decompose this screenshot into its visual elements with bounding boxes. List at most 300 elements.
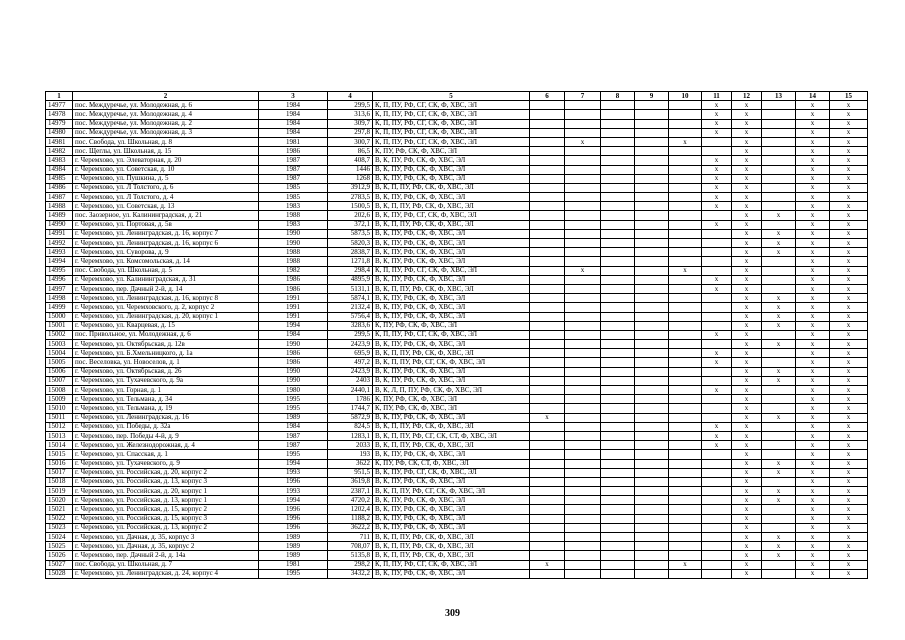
column-header-15: 15 [830, 92, 868, 101]
table-cell: 15006 [46, 367, 73, 376]
table-cell: х [796, 413, 830, 422]
table-cell: х [830, 487, 868, 496]
table-row [46, 542, 868, 551]
table-cell: х [796, 505, 830, 514]
table-cell [669, 367, 702, 376]
table-cell [530, 312, 565, 321]
table-cell: х [830, 441, 868, 450]
table-cell: 1994 [259, 459, 328, 468]
table-cell: 1202,4 [328, 505, 373, 514]
table-cell: 15020 [46, 496, 73, 505]
table-cell [669, 183, 702, 192]
table-cell: 1990 [259, 340, 328, 349]
table-cell [635, 183, 669, 192]
table-cell: х [702, 156, 732, 165]
table-cell [702, 560, 732, 569]
table-cell: В, К, ПУ, РФ, СК, Ф, ХВС, ЭЛ [373, 156, 530, 165]
table-cell: х [762, 229, 796, 238]
table-cell [530, 505, 565, 514]
table-cell: х [796, 450, 830, 459]
table-cell: х [530, 560, 565, 569]
table-cell: 1500,5 [328, 202, 373, 211]
table-cell: х [762, 211, 796, 220]
table-cell: 1984 [259, 110, 328, 119]
table-cell [530, 257, 565, 266]
table-cell [601, 404, 635, 413]
table-cell: 1982 [259, 266, 328, 275]
column-header-3: 3 [259, 92, 328, 101]
table-cell [565, 202, 601, 211]
table-cell [762, 156, 796, 165]
table-cell: х [830, 303, 868, 312]
table-cell [702, 468, 732, 477]
table-cell: х [830, 514, 868, 523]
table-cell: х [732, 193, 762, 202]
table-row [46, 284, 868, 293]
table-cell: х [796, 312, 830, 321]
table-cell [530, 137, 565, 146]
column-header-9: 9 [635, 92, 669, 101]
table-cell [635, 174, 669, 183]
table-cell [702, 496, 732, 505]
table-cell [530, 165, 565, 174]
table-cell: г. Черемхово, ул. Российская, д. 13, корпус 3 [73, 477, 259, 486]
table-cell [601, 110, 635, 119]
table-cell: х [796, 340, 830, 349]
table-row [46, 303, 868, 312]
table-cell [601, 266, 635, 275]
table-cell: х [830, 459, 868, 468]
table-cell [601, 514, 635, 523]
table-cell: х [732, 303, 762, 312]
table-cell [762, 183, 796, 192]
table-cell [601, 275, 635, 284]
table-cell: х [762, 248, 796, 257]
table-row [46, 404, 868, 413]
table-cell [702, 257, 732, 266]
table-cell [762, 220, 796, 229]
table-cell [530, 349, 565, 358]
table-cell [669, 248, 702, 257]
table-cell [601, 340, 635, 349]
table-cell [565, 542, 601, 551]
table-cell [669, 533, 702, 542]
table-cell: В, К, ПУ, РФ, СК, Ф, ХВС, ЭЛ [373, 294, 530, 303]
table-cell [762, 560, 796, 569]
table-cell: х [669, 560, 702, 569]
table-cell [635, 441, 669, 450]
table-cell: х [762, 487, 796, 496]
table-cell: 3912,9 [328, 183, 373, 192]
table-cell [530, 431, 565, 440]
table-cell: 1987 [259, 174, 328, 183]
table-cell [669, 128, 702, 137]
table-cell: х [830, 119, 868, 128]
table-cell [762, 137, 796, 146]
table-row [46, 514, 868, 523]
table-cell: пос. Междуречье, ул. Молодежная, д. 2 [73, 119, 259, 128]
table-cell: В, К, ПУ, РФ, СК, Ф, ХВС, ЭЛ [373, 229, 530, 238]
table-cell [530, 101, 565, 110]
table-cell [635, 376, 669, 385]
table-cell: 708,07 [328, 542, 373, 551]
table-cell: х [796, 569, 830, 578]
table-cell: 1993 [259, 487, 328, 496]
table-cell [601, 239, 635, 248]
table-cell [702, 523, 732, 532]
table-cell [635, 349, 669, 358]
table-cell [669, 340, 702, 349]
table-cell [565, 119, 601, 128]
table-cell [601, 165, 635, 174]
table-cell [530, 340, 565, 349]
table-cell [565, 386, 601, 395]
table-cell [565, 505, 601, 514]
table-cell: х [732, 349, 762, 358]
table-cell: г. Черемхово, ул. Российская, д. 13, корпус 1 [73, 496, 259, 505]
table-cell: х [762, 468, 796, 477]
table-cell: К, П, ПУ, РФ, СГ, СК, Ф, ХВС, ЭЛ [373, 137, 530, 146]
table-cell: 15003 [46, 340, 73, 349]
table-cell [669, 542, 702, 551]
table-cell [635, 330, 669, 339]
table-row [46, 174, 868, 183]
column-header-6: 6 [530, 92, 565, 101]
table-cell [762, 128, 796, 137]
table-row [46, 533, 868, 542]
table-cell [530, 156, 565, 165]
table-cell: 14986 [46, 183, 73, 192]
table-cell [565, 303, 601, 312]
table-cell: 1989 [259, 533, 328, 542]
table-cell: 299,5 [328, 330, 373, 339]
table-cell: х [830, 248, 868, 257]
table-cell [669, 459, 702, 468]
table-cell [669, 321, 702, 330]
table-cell: х [830, 349, 868, 358]
table-cell: 1985 [259, 193, 328, 202]
table-cell [530, 422, 565, 431]
table-cell: г. Черемхово, ул. Кварцевая, д. 15 [73, 321, 259, 330]
table-cell [530, 386, 565, 395]
table-row [46, 137, 868, 146]
table-cell [669, 441, 702, 450]
table-cell: В, К, ПУ, РФ, СК, Ф, ХВС, ЭЛ [373, 367, 530, 376]
table-cell [635, 358, 669, 367]
table-cell: х [830, 183, 868, 192]
table-cell: В, К, ПУ, РФ, СК, Ф, ХВС, ЭЛ [373, 569, 530, 578]
table-cell [762, 386, 796, 395]
table-cell: х [830, 147, 868, 156]
table-row [46, 119, 868, 128]
table-cell: 1984 [259, 330, 328, 339]
table-cell: 14977 [46, 101, 73, 110]
table-cell: 15004 [46, 349, 73, 358]
table-cell: 5135,8 [328, 551, 373, 560]
table-cell: К, П, ПУ, РФ, СГ, СК, Ф, ХВС, ЭЛ [373, 128, 530, 137]
table-cell: 1983 [259, 220, 328, 229]
table-row [46, 551, 868, 560]
table-cell: 1993 [259, 468, 328, 477]
table-cell: 15027 [46, 560, 73, 569]
table-cell [601, 294, 635, 303]
table-cell: пос. Привольное, ул. Молодежная, д. 6 [73, 330, 259, 339]
table-cell: 1268 [328, 174, 373, 183]
table-row [46, 496, 868, 505]
table-cell: г. Черемхово, ул. Портовая, д. 5в [73, 220, 259, 229]
table-cell [669, 496, 702, 505]
table-row [46, 413, 868, 422]
table-cell: г. Черемхово, ул. Российская, д. 15, корпус 2 [73, 505, 259, 514]
table-cell [530, 275, 565, 284]
table-cell [601, 248, 635, 257]
table-cell [530, 202, 565, 211]
table-cell: х [702, 202, 732, 211]
table-cell: 1990 [259, 367, 328, 376]
table-cell [565, 220, 601, 229]
table-cell: х [732, 358, 762, 367]
table-cell [565, 514, 601, 523]
table-cell [635, 165, 669, 174]
table-cell [669, 239, 702, 248]
table-cell: г. Черемхово, пер. Дачный 2-й, д. 14 [73, 284, 259, 293]
table-cell [669, 431, 702, 440]
table-cell: х [796, 128, 830, 137]
table-cell: 15026 [46, 551, 73, 560]
table-cell: 300,7 [328, 137, 373, 146]
table-cell: х [796, 174, 830, 183]
table-cell [601, 321, 635, 330]
table-cell: 15005 [46, 358, 73, 367]
table-cell: х [796, 477, 830, 486]
table-cell: К, ПУ, РФ, СК, Ф, ХВС, ЭЛ [373, 395, 530, 404]
table-cell: х [732, 395, 762, 404]
table-cell [601, 477, 635, 486]
table-cell: 3619,8 [328, 477, 373, 486]
table-cell [601, 101, 635, 110]
table-cell [669, 349, 702, 358]
table-cell [635, 284, 669, 293]
table-cell: х [796, 514, 830, 523]
table-cell [565, 551, 601, 560]
table-cell [565, 128, 601, 137]
table-cell: 1996 [259, 514, 328, 523]
table-cell [635, 229, 669, 238]
table-cell: 15008 [46, 386, 73, 395]
table-cell: х [830, 101, 868, 110]
table-cell: х [830, 110, 868, 119]
table-cell: х [796, 321, 830, 330]
table-cell: 15015 [46, 450, 73, 459]
table-cell [530, 468, 565, 477]
table-cell: В, К, ПУ, РФ, СК, Ф, ХВС, ЭЛ [373, 477, 530, 486]
table-cell: х [702, 183, 732, 192]
table-cell: х [830, 413, 868, 422]
table-cell [702, 229, 732, 238]
table-cell [635, 542, 669, 551]
table-cell: х [762, 496, 796, 505]
table-cell [762, 395, 796, 404]
table-cell [530, 330, 565, 339]
table-cell: 14984 [46, 165, 73, 174]
table-cell: х [830, 321, 868, 330]
table-cell [601, 284, 635, 293]
table-cell [635, 275, 669, 284]
table-cell: 5872,9 [328, 413, 373, 422]
table-cell [669, 284, 702, 293]
table-cell: х [762, 303, 796, 312]
table-cell [530, 523, 565, 532]
table-cell [669, 101, 702, 110]
table-row [46, 193, 868, 202]
table-cell [530, 551, 565, 560]
table-cell: х [796, 284, 830, 293]
table-cell [635, 569, 669, 578]
table-cell [762, 275, 796, 284]
table-cell: 14985 [46, 174, 73, 183]
table-cell: пос. Междуречье, ул. Молодежная, д. 3 [73, 128, 259, 137]
table-cell: х [732, 257, 762, 266]
page-number: 309 [445, 608, 460, 619]
table-cell: К, П, ПУ, РФ, СГ, СК, Ф, ХВС, ЭЛ [373, 110, 530, 119]
table-cell: 14983 [46, 156, 73, 165]
table-cell [669, 422, 702, 431]
table-cell [565, 340, 601, 349]
table-cell: х [702, 358, 732, 367]
table-cell [635, 523, 669, 532]
table-cell: 2838,7 [328, 248, 373, 257]
table-cell: 711 [328, 533, 373, 542]
table-cell: 299,5 [328, 101, 373, 110]
table-cell: х [732, 505, 762, 514]
table-cell: В, К, П, ПУ, РФ, СК, Ф, ХВС, ЭЛ [373, 284, 530, 293]
table-cell [565, 376, 601, 385]
table-cell: 297,8 [328, 128, 373, 137]
table-cell [601, 174, 635, 183]
table-cell: х [830, 450, 868, 459]
table-cell: х [732, 211, 762, 220]
table-cell [635, 450, 669, 459]
table-cell [565, 330, 601, 339]
table-cell: 15013 [46, 431, 73, 440]
table-cell: х [732, 156, 762, 165]
table-cell: х [796, 560, 830, 569]
table-cell [565, 156, 601, 165]
table-cell: х [702, 193, 732, 202]
table-cell: х [830, 174, 868, 183]
table-cell: г. Черемхово, ул. Октябрьская, д. 12в [73, 340, 259, 349]
table-row [46, 128, 868, 137]
table-cell [530, 128, 565, 137]
table-cell: К, П, ПУ, РФ, СГ, СК, Ф, ХВС, ЭЛ [373, 560, 530, 569]
table-cell [601, 523, 635, 532]
table-row [46, 505, 868, 514]
table-row [46, 523, 868, 532]
table-cell: х [796, 266, 830, 275]
table-cell [530, 395, 565, 404]
table-cell: 1996 [259, 505, 328, 514]
table-cell [565, 147, 601, 156]
table-cell: В, К, ПУ, РФ, СК, Ф, ХВС, ЭЛ [373, 165, 530, 174]
table-cell: 298,2 [328, 560, 373, 569]
table-cell: пос. Междуречье, ул. Молодежная, д. 6 [73, 101, 259, 110]
table-cell: К, ПУ, РФ, СК, Ф, ХВС, ЭЛ [373, 321, 530, 330]
table-cell: 951,5 [328, 468, 373, 477]
table-cell [565, 569, 601, 578]
table-cell [530, 358, 565, 367]
table-cell: х [762, 542, 796, 551]
table-cell: г. Черемхово, ул. Победы, д. 32а [73, 422, 259, 431]
table-cell: х [702, 431, 732, 440]
table-cell: х [830, 340, 868, 349]
table-cell [669, 165, 702, 174]
table-cell [702, 477, 732, 486]
table-cell [635, 496, 669, 505]
table-cell: х [830, 257, 868, 266]
table-cell [635, 147, 669, 156]
table-cell: В, К, ПУ, РФ, СГ, СК, Ф, ХВС, ЭЛ [373, 468, 530, 477]
table-cell: х [796, 496, 830, 505]
table-cell [669, 147, 702, 156]
table-cell: х [830, 431, 868, 440]
table-cell: х [565, 137, 601, 146]
table-cell: х [796, 202, 830, 211]
table-cell: х [732, 321, 762, 330]
table-cell: 15002 [46, 330, 73, 339]
table-cell [762, 477, 796, 486]
table-cell [601, 551, 635, 560]
table-cell: х [762, 321, 796, 330]
table-cell: 14988 [46, 202, 73, 211]
table-row [46, 340, 868, 349]
table-cell: 1986 [259, 147, 328, 156]
table-cell [702, 487, 732, 496]
table-cell: х [702, 330, 732, 339]
table-cell: 1990 [259, 229, 328, 238]
table-cell: х [796, 542, 830, 551]
table-cell: г. Черемхово, ул. Черемховского, д. 2, корпус 2 [73, 303, 259, 312]
table-cell [635, 202, 669, 211]
table-cell: 1984 [259, 101, 328, 110]
table-cell [635, 551, 669, 560]
table-cell: 15028 [46, 569, 73, 578]
table-cell [601, 422, 635, 431]
table-cell: х [830, 128, 868, 137]
table-cell: К, П, ПУ, РФ, СГ, СК, Ф, ХВС, ЭЛ [373, 119, 530, 128]
table-cell [635, 312, 669, 321]
table-cell: 1984 [259, 119, 328, 128]
table-cell: 1986 [259, 284, 328, 293]
table-cell: х [830, 193, 868, 202]
table-cell [635, 128, 669, 137]
table-cell [565, 174, 601, 183]
table-cell [530, 110, 565, 119]
table-cell [530, 376, 565, 385]
table-cell [601, 128, 635, 137]
table-cell: х [830, 496, 868, 505]
table-cell [601, 560, 635, 569]
table-cell [635, 211, 669, 220]
table-row [46, 239, 868, 248]
table-cell: В, К, ПУ, РФ, СК, Ф, ХВС, ЭЛ [373, 340, 530, 349]
table-cell: В, К, П, ПУ, РФ, СК, Ф, ХВС, ЭЛ [373, 551, 530, 560]
table-cell: х [732, 275, 762, 284]
table-cell: х [702, 128, 732, 137]
table-cell: 3432,2 [328, 569, 373, 578]
table-cell [635, 137, 669, 146]
table-cell: х [830, 156, 868, 165]
table-cell: 3622 [328, 459, 373, 468]
